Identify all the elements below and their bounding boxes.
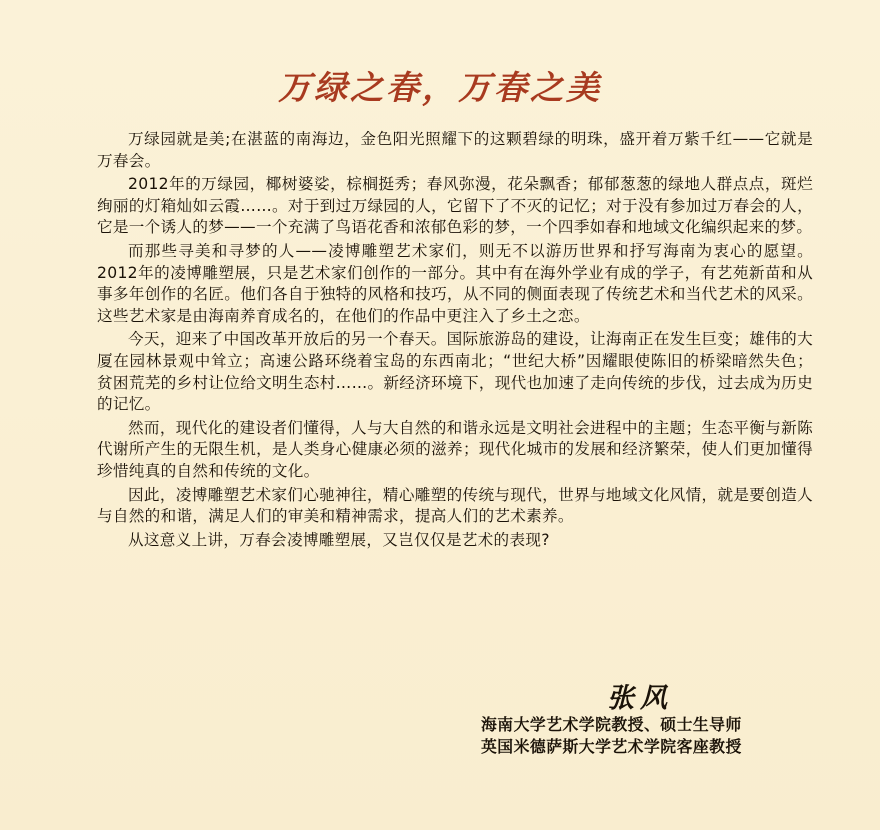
author-credits (481, 714, 742, 758)
paragraph: 而那些寻美和寻梦的人——凌博雕塑艺术家们，则无不以游历世界和抒写海南为衷心的愿望。2012年的凌博雕塑展，只是艺术家们创作的一部分。其中有在海外学业有成的学子，有艺苑新苗和从事多年创作的名匠。他们各自于独特的风格和技巧，从不同的侧面表现了传统艺术和当代艺术的风采。这些艺术家是由海南养育成名的，在他们的作品中更注入了乡土之恋。 (97, 241, 813, 325)
paragraph: 从这意义上讲，万春会凌博雕塑展，又岂仅仅是艺术的表现? (128, 530, 550, 549)
author-signature: 张风 (607, 683, 673, 714)
credit-line: 英国米德萨斯大学艺术学院客座教授 (481, 737, 742, 756)
paragraph: 今天，迎来了中国改革开放后的另一个春天。国际旅游岛的建设，让海南正在发生巨变；雄伟的大厦在园林景观中耸立；高速公路环绕着宝岛的东西南北；“世纪大桥”因耀眼使陈旧的桥梁暗然失色；贫困荒芜的乡村让位给文明生态村……。新经济环境下，现代也加速了走向传统的步伐，过去成为历史的记忆。 (97, 330, 813, 414)
credit-line: 海南大学艺术学院教授、硕士生导师 (481, 715, 742, 734)
article-body (97, 129, 813, 553)
paragraph: 2012年的万绿园，椰树婆娑，棕榈挺秀；春风弥漫，花朵飘香；郁郁葱葱的绿地人群点点，斑烂绚丽的灯箱灿如云霞……。对于到过万绿园的人，它留下了不灭的记忆；对于没有参加过万春会的人，它是一个诱人的梦——一个充满了鸟语花香和浓郁色彩的梦，一个四季如春和地域文化编织起来的梦。 (97, 175, 813, 237)
paragraph: 万绿园就是美;在湛蓝的南海边，金色阳光照耀下的这颗碧绿的明珠，盛开着万紫千红——它就是万春会。 (97, 130, 813, 170)
paragraph: 因此，凌博雕塑艺术家们心驰神往，精心雕塑的传统与现代，世界与地域文化风情，就是要创造人与自然的和谐，满足人们的审美和精神需求，提高人们的艺术素养。 (97, 485, 813, 526)
article-title: 万绿之春，万春之美 (278, 68, 602, 107)
paragraph: 然而，现代化的建设者们懂得，人与大自然的和谐永远是文明社会进程中的主题；生态平衡与新陈代谢所产生的无限生机，是人类身心健康必须的滋养；现代化城市的发展和经济繁荣，使人们更加懂得珍惜纯真的自然和传统的文化。 (97, 418, 813, 480)
